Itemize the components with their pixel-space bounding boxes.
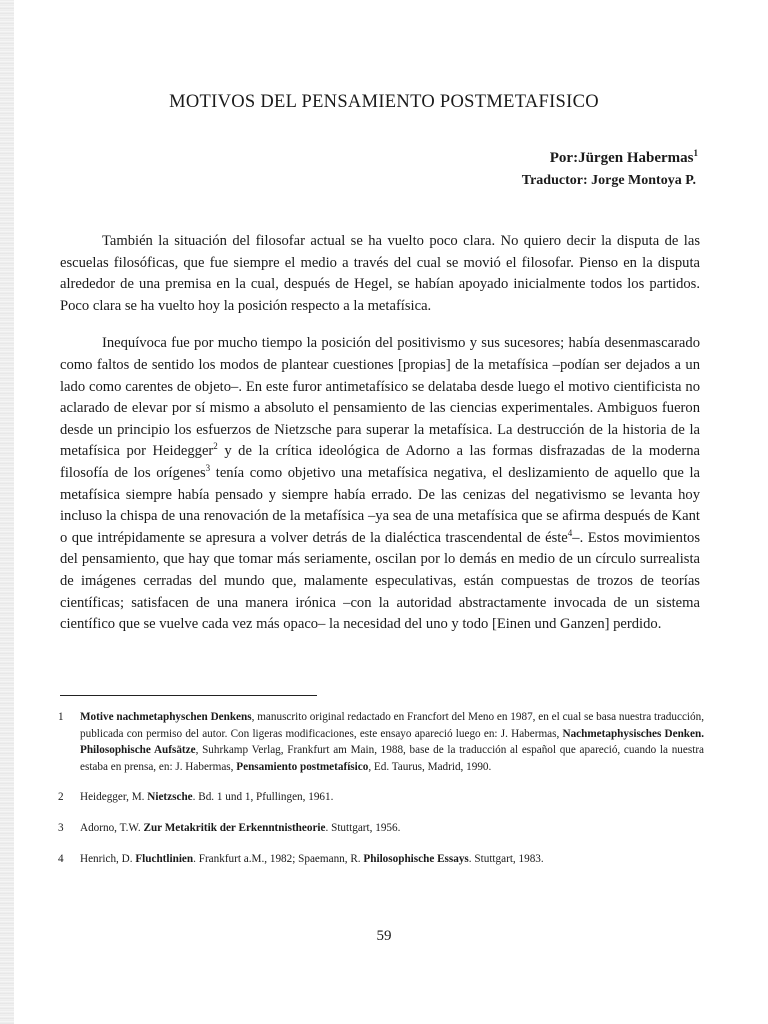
- paragraph-2-part-a: Inequívoca fue por mucho tiempo la posición del positivismo y sus sucesores; había desenmascarado como faltos de sentido los modos de plantear cuestiones [propias] de la metafísica –podían ser dejados a un lado como carentes de objeto–. En este furor antimetafísico se delataba desde luego el motivo cientificista no aclarado de elevar por sí mismo a absoluto el pensamiento de las ciencias experimentales. Ambiguos fueron desde un principio los esfuerzos de Nietzsche para superar la metafísica. La destrucción de la historia de la metafísica por Heidegger: [60, 335, 700, 460]
- footnote-number: 4: [58, 852, 64, 865]
- footnote-title-3: Pensamiento postmetafísico: [236, 760, 369, 773]
- footnote-number: 3: [58, 821, 64, 834]
- footnote-text-a: Adorno, T.W.: [80, 821, 144, 834]
- author-line: [550, 150, 698, 167]
- footnote-title-2: Philosophische Essays: [363, 852, 469, 865]
- footnote-text-c: , Ed. Taurus, Madrid, 1990.: [368, 760, 492, 773]
- page-number: 59: [376, 928, 392, 944]
- footnote-text-a: , manuscrito original redactado en Francfort del Meno en 1987, en el cual se basa nuestra traducción, publicada con permiso del autor. Con ligeras modificaciones, este ensayo apareció luego en: J. Habermas,: [80, 711, 705, 740]
- footnote-text-c: . Stuttgart, 1983.: [468, 852, 544, 865]
- footnote-1: [58, 709, 704, 775]
- footnote-text: [80, 709, 704, 775]
- footnote-text: [80, 851, 704, 868]
- footnote-3: [58, 820, 704, 837]
- footnotes: [58, 709, 704, 867]
- footnote-ref-2: 2: [213, 441, 218, 452]
- footnote-text-b: . Frankfurt a.M., 1982; Spaemann, R.: [193, 852, 364, 865]
- document-title: MOTIVOS DEL PENSAMIENTO POSTMETAFISICO: [169, 92, 599, 112]
- footnote-text: [80, 789, 704, 806]
- footnote-divider: [60, 695, 317, 696]
- translator-line: Traductor: Jorge Montoya P.: [521, 173, 696, 188]
- footnote-number: 1: [58, 711, 64, 723]
- author-name: Por:Jürgen Habermas: [549, 150, 694, 166]
- footnote-4: [58, 851, 704, 868]
- paragraph-2-part-b: y de la crítica ideológica de Adorno a las formas disfrazadas de la moderna filosofía de los orígenes: [60, 443, 700, 481]
- footnote-text-a: Heidegger, M.: [80, 791, 148, 804]
- body-text: [60, 231, 700, 636]
- paragraph-2-part-c: tenía como objetivo una metafísica negativa, el deslizamiento de aquello que la metafísica siempre había pensado y siempre había errado. De las cenizas del negativismo se levanta hoy incluso la chispa de una renovación de la metafísica –ya sea de una metafísica que se afirma después de Kant o que intrépidamente se apresura a volver detrás de la dialéctica trascendental de éste: [60, 464, 700, 546]
- paragraph-2: [60, 333, 700, 635]
- footnote-text-b: . Stuttgart, 1956.: [325, 821, 401, 834]
- footnote-number: 2: [58, 791, 64, 804]
- footnote-title: Fluchtlinien: [135, 852, 194, 865]
- footnote-text-a: Henrich, D.: [80, 852, 136, 865]
- footnote-title: Motive nachmetaphyschen Denkens: [80, 711, 252, 723]
- footnote-title-2: Nachmetaphysisches Denken. Philosophische Aufsätze: [80, 727, 704, 757]
- footnote-text-b: . Bd. 1 und 1, Pfullingen, 1961.: [192, 791, 334, 804]
- footnote-text: [80, 820, 704, 837]
- footnote-title: Nietzsche: [147, 791, 193, 804]
- paragraph-2-part-d: –. Estos movimientos del pensamiento, que hay que tomar más seriamente, oscilan por lo demás en medio de un círculo surrealista de imágenes cerradas del mundo que, malamente especulativas, están compuestas de trozos de teorías científicas; satisfacen de una manera irónica –con la autoridad abstractamente invocada de un sistema científico que se vuelve cada vez más opaco– la necesidad del uno y todo [Einen und Ganzen] perdido.: [60, 529, 700, 633]
- footnote-text-b: , Suhrkamp Verlag, Frankfurt am Main, 1988, base de la traducción al español que apareció, cuando la nuestra estaba en prensa, en: J. Habermas,: [80, 744, 705, 773]
- footnote-ref-3: 3: [205, 463, 211, 474]
- footnote-ref-4: 4: [567, 527, 573, 538]
- footnote-ref-1: 1: [693, 148, 698, 158]
- footnote-title: Zur Metakritik der Erkenntnistheorie: [143, 821, 326, 834]
- scan-edge: [0, 0, 14, 1024]
- footnote-2: [58, 789, 704, 806]
- paragraph-1: También la situación del filosofar actual se ha vuelto poco clara. No quiero decir la disputa de las escuelas filosóficas, que fue siempre el medio a través del cual se movió el filosofar. Pienso en la disputa alrededor de una premisa en la cual, después de Hegel, se habían apoyado inicialmente todos los partidos. Poco clara se ha vuelto hoy la posición respecto a la metafísica.: [60, 233, 700, 314]
